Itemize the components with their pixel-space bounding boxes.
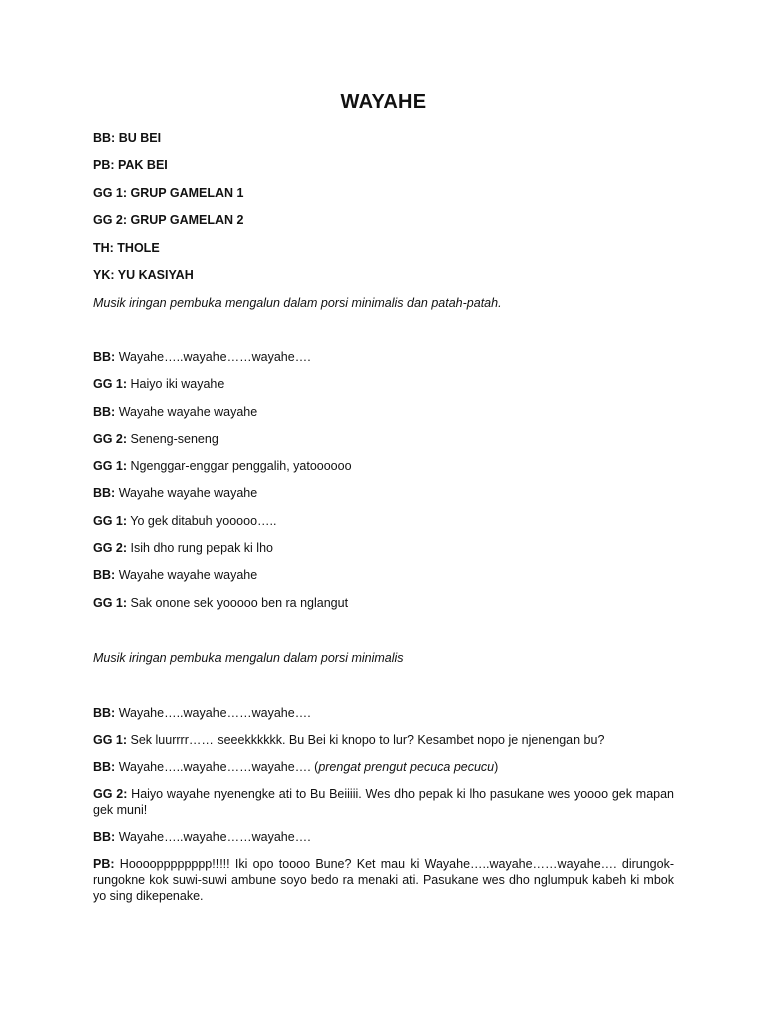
speaker-label: PB: <box>93 857 115 871</box>
speaker-label: BB: <box>93 830 116 844</box>
dialogue-text: Seneng-seneng <box>127 431 219 446</box>
speaker-label: GG 2: <box>93 541 128 556</box>
dialogue-line <box>93 540 674 567</box>
stage-note-close: ) <box>494 760 499 774</box>
speaker-label: BB: <box>93 760 116 774</box>
cast-item: GG 1: GRUP GAMELAN 1 <box>93 185 244 200</box>
dialogue-line <box>93 732 674 748</box>
dialogue-text: Sak onone sek yooooo ben ra nglangut <box>127 595 349 610</box>
dialogue-block-1 <box>93 349 674 622</box>
speaker-label: GG 1: <box>93 513 128 528</box>
dialogue-line <box>93 567 674 594</box>
cast-item: TH: THOLE <box>93 240 160 255</box>
cast-item: YK: YU KASIYAH <box>93 267 194 282</box>
speaker-label: BB: <box>93 404 116 419</box>
speaker-label: BB: <box>93 350 116 364</box>
dialogue-text: Wayahe…..wayahe……wayahe…. <box>115 706 311 720</box>
dialogue-line <box>93 759 674 775</box>
speaker-label: BB: <box>93 706 116 720</box>
cast-list <box>93 130 243 294</box>
dialogue-line <box>93 404 674 431</box>
stage-direction-interlude: Musik iringan pembuka mengalun dalam porsi minimalis <box>93 651 404 665</box>
dialogue-text: Wayahe…..wayahe……wayahe…. ( <box>115 760 319 774</box>
speaker-label: BB: <box>93 486 116 501</box>
dialogue-text: Wayahe wayahe wayahe <box>115 486 258 501</box>
dialogue-line <box>93 705 674 721</box>
dialogue-text: Hoooopppppppp!!!!! Iki opo toooo Bune? Ket mau ki Wayahe…..wayahe……wayahe…. dirungok-rungokne kok suwi-suwi ambune soyo bedo ra menaki ati. Pasukane wes dho nglumpuk kabeh ki mbok yo sing dikepenake. <box>93 857 674 903</box>
stage-direction-opening: Musik iringan pembuka mengalun dalam porsi minimalis dan patah-patah. <box>93 296 502 310</box>
speaker-label: GG 1: <box>93 733 128 747</box>
document-title: WAYAHE <box>340 91 427 113</box>
dialogue-text: Haiyo wayahe nyenengke ati to Bu Beiiiii. Wes dho pepak ki lho pasukane wes yoooo gek mapan gek muni! <box>93 787 675 817</box>
dialogue-line <box>93 829 674 845</box>
cast-item: GG 2: GRUP GAMELAN 2 <box>93 213 244 228</box>
speaker-label: GG 1: <box>93 459 128 474</box>
speaker-label: GG 1: <box>93 595 128 610</box>
dialogue-text: Sek luurrrr…… seeekkkkkk. Bu Bei ki knopo to lur? Kesambet nopo je njenengan bu? <box>127 733 605 747</box>
cast-item: PB: PAK BEI <box>93 158 168 173</box>
dialogue-line <box>93 349 674 376</box>
dialogue-text: Wayahe…..wayahe……wayahe…. <box>115 350 311 364</box>
dialogue-line <box>93 595 674 622</box>
dialogue-line <box>93 431 674 458</box>
dialogue-text: Ngenggar-enggar penggalih, yatoooooo <box>127 459 352 474</box>
speaker-label: BB: <box>93 568 116 583</box>
stage-note: prengat prengut pecuca pecucu <box>318 760 495 774</box>
dialogue-text: Wayahe wayahe wayahe <box>115 404 258 419</box>
dialogue-text: Wayahe wayahe wayahe <box>115 568 258 583</box>
speaker-label: GG 2: <box>93 431 128 446</box>
speaker-label: GG 2: <box>93 787 128 801</box>
dialogue-line <box>93 513 674 540</box>
cast-item: BB: BU BEI <box>93 131 162 145</box>
dialogue-text: Isih dho rung pepak ki lho <box>127 541 273 556</box>
dialogue-line <box>93 786 674 818</box>
dialogue-line <box>93 458 674 485</box>
dialogue-text: Haiyo iki wayahe <box>127 377 225 392</box>
speaker-label: GG 1: <box>93 377 128 392</box>
dialogue-line <box>93 376 674 403</box>
dialogue-text: Yo gek ditabuh yooooo….. <box>127 513 277 528</box>
dialogue-text: Wayahe…..wayahe……wayahe…. <box>115 830 311 844</box>
dialogue-block-2 <box>93 705 674 915</box>
dialogue-line <box>93 485 674 512</box>
dialogue-line <box>93 856 674 904</box>
